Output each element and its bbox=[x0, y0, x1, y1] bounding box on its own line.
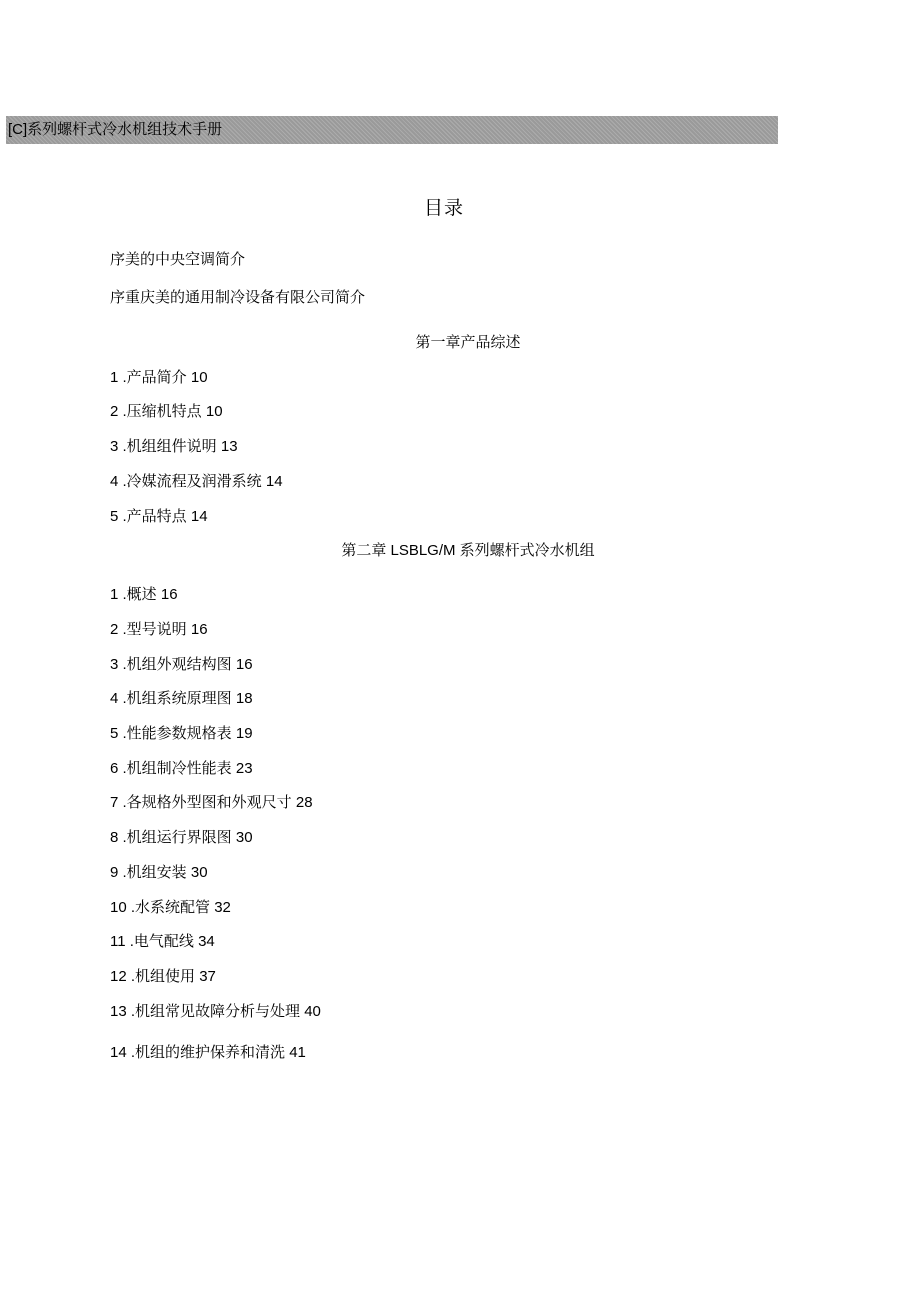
toc-item: 11 .电气配线 34 bbox=[110, 933, 215, 950]
toc-item: 3 .机组组件说明 13 bbox=[110, 438, 238, 455]
document-header-title: [C]系列螺杆式冷水机组技术手册 bbox=[8, 121, 223, 138]
toc-intro-midea-central-ac: 序美的中央空调简介 bbox=[110, 251, 246, 268]
toc-item: 5 .产品特点 14 bbox=[110, 508, 208, 525]
toc-item: 9 .机组安装 30 bbox=[110, 864, 208, 881]
toc-item: 12 .机组使用 37 bbox=[110, 968, 216, 985]
toc-item: 7 .各规格外型图和外观尺寸 28 bbox=[110, 794, 313, 811]
toc-title: 目录 bbox=[423, 198, 464, 219]
toc-item: 8 .机组运行界限图 30 bbox=[110, 829, 253, 846]
toc-intro-chongqing-midea: 序重庆美的通用制冷设备有限公司简介 bbox=[110, 289, 366, 306]
document-header-bar bbox=[6, 116, 778, 144]
chapter-1-title: 第一章产品综述 bbox=[415, 334, 521, 351]
toc-item: 1 .概述 16 bbox=[110, 586, 178, 603]
toc-item: 10 .水系统配管 32 bbox=[110, 899, 231, 916]
toc-item: 2 .型号说明 16 bbox=[110, 621, 208, 638]
toc-item: 4 .机组系统原理图 18 bbox=[110, 690, 253, 707]
toc-item: 3 .机组外观结构图 16 bbox=[110, 656, 253, 673]
toc-item: 4 .冷媒流程及润滑系统 14 bbox=[110, 473, 283, 490]
toc-item: 6 .机组制冷性能表 23 bbox=[110, 760, 253, 777]
toc-item: 5 .性能参数规格表 19 bbox=[110, 725, 253, 742]
toc-item: 13 .机组常见故障分析与处理 40 bbox=[110, 1003, 321, 1020]
toc-item: 2 .压缩机特点 10 bbox=[110, 403, 223, 420]
toc-item: 14 .机组的维护保养和清洗 41 bbox=[110, 1044, 306, 1061]
chapter-2-title: 第二章 LSBLG/M 系列螺杆式冷水机组 bbox=[341, 542, 595, 559]
toc-item: 1 .产品简介 10 bbox=[110, 369, 208, 386]
